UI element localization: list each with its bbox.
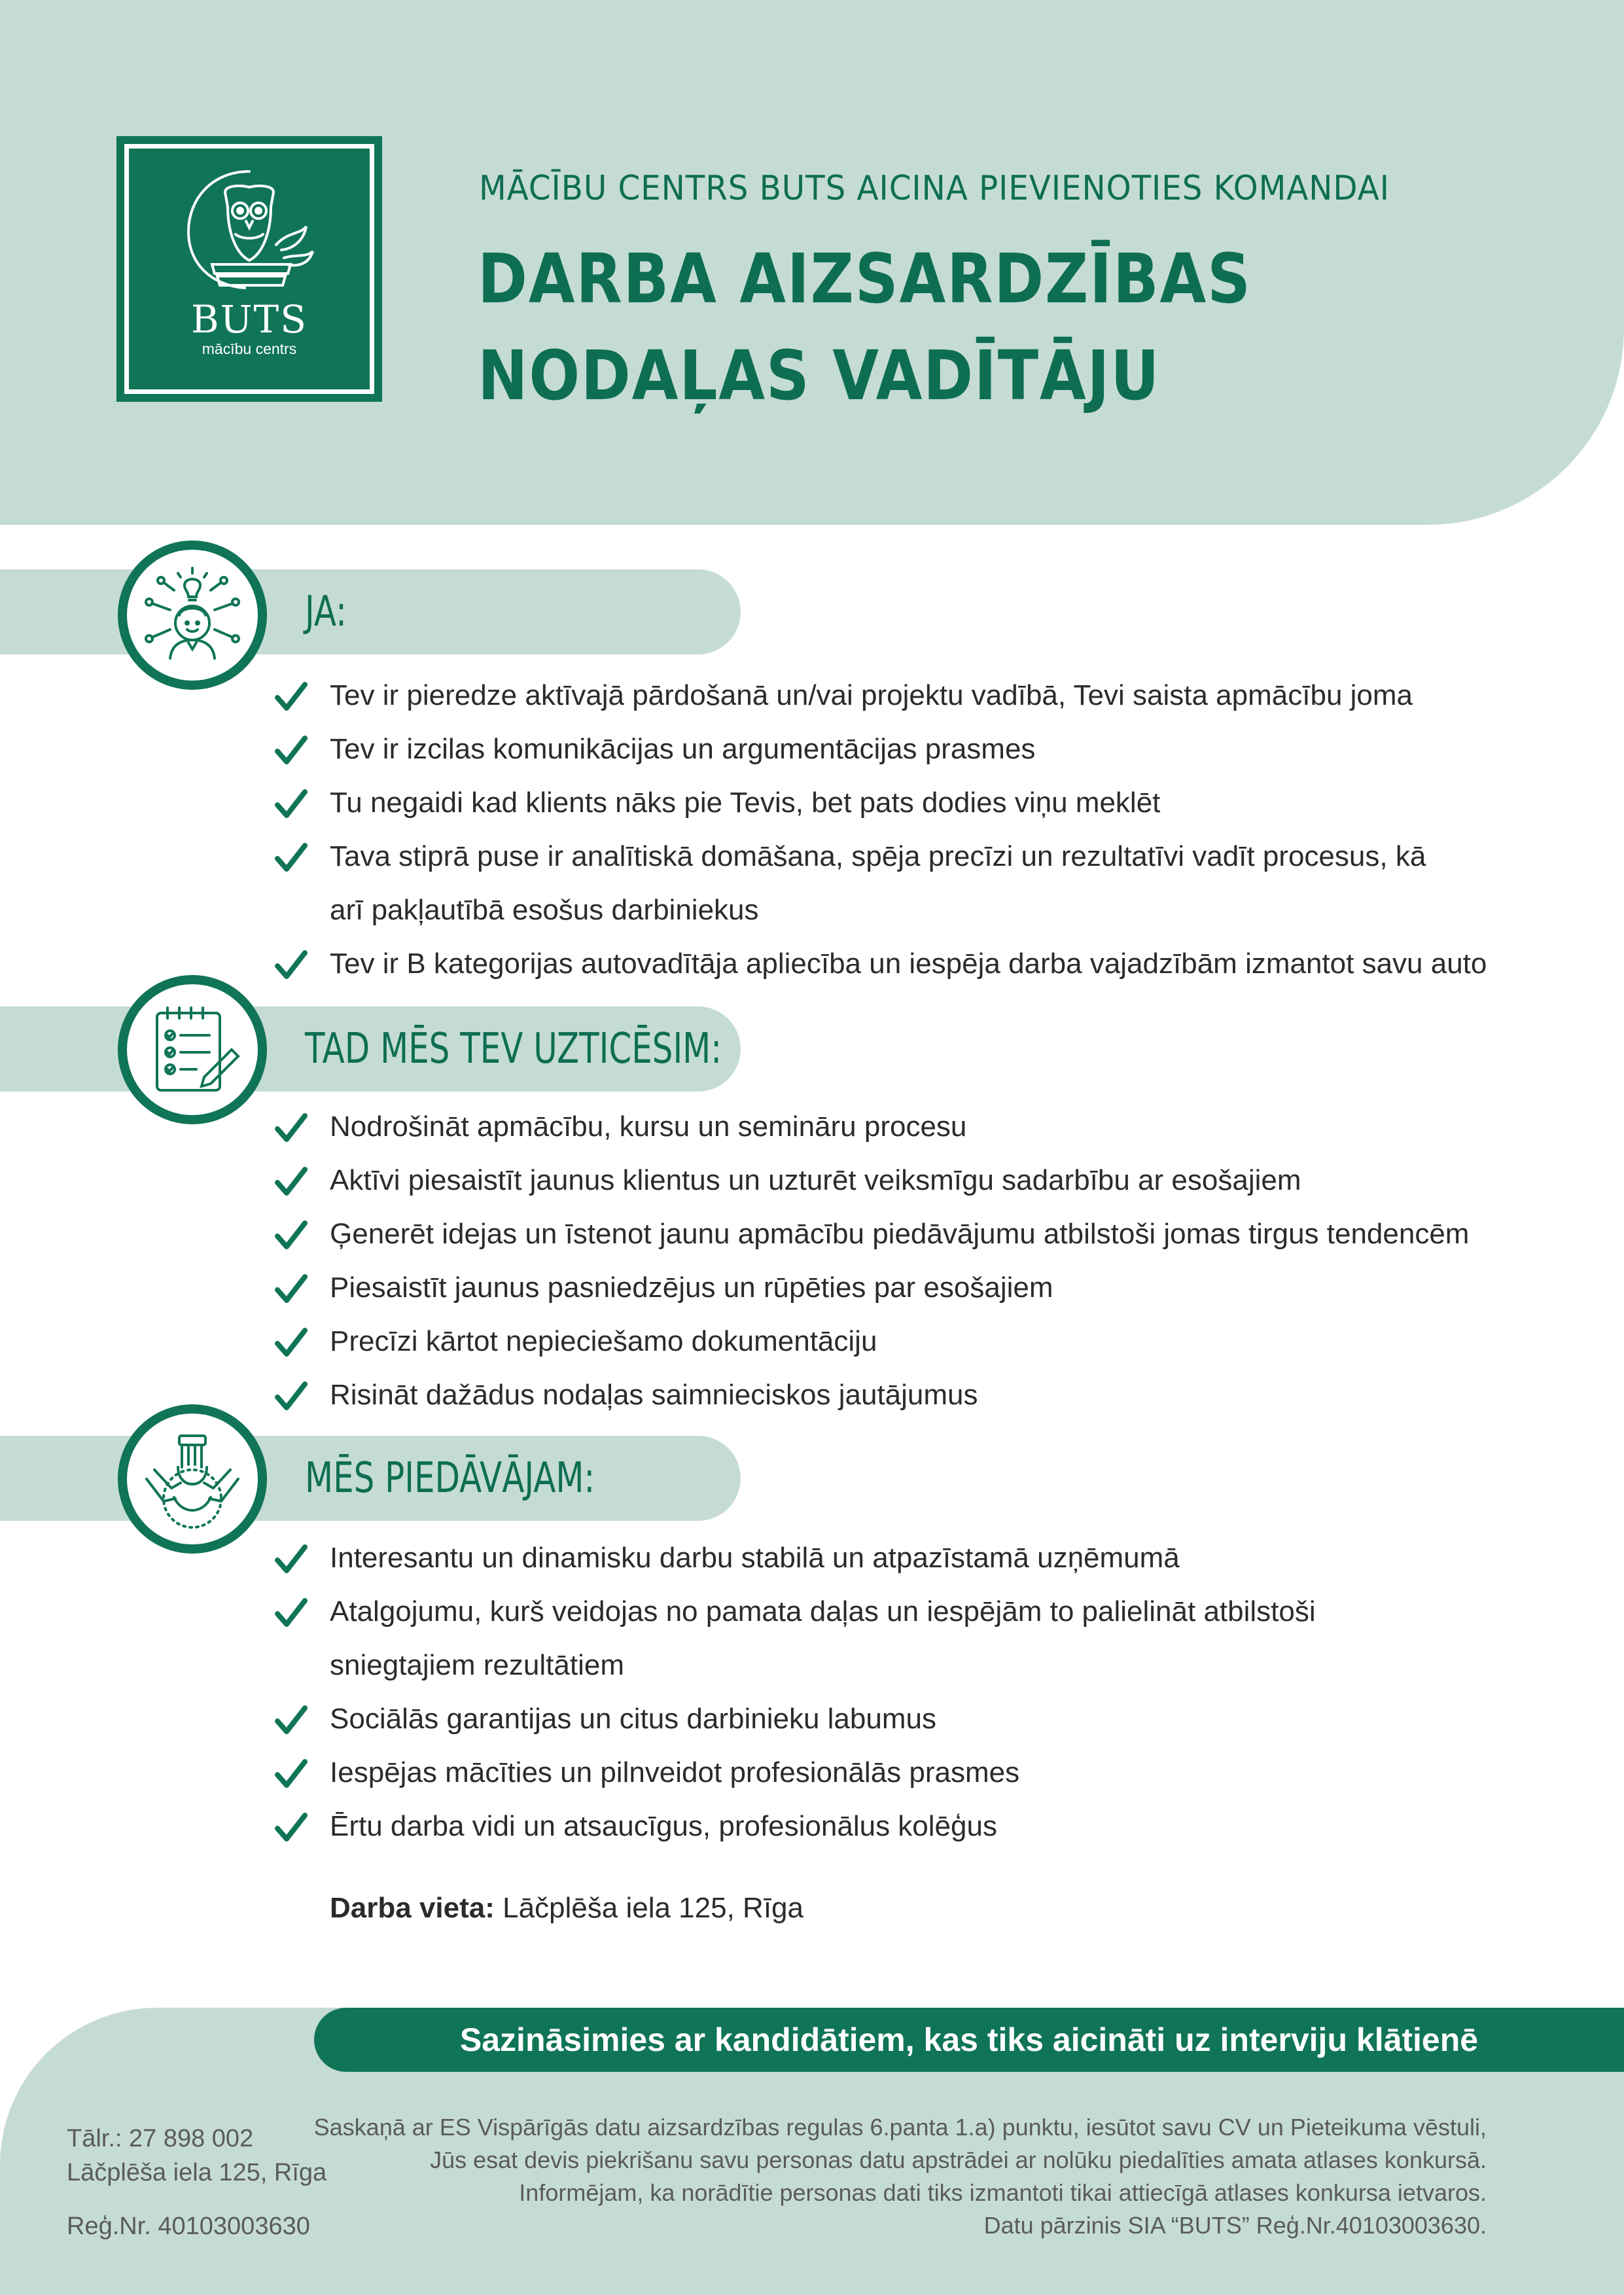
workplace: [330, 1889, 803, 1928]
cta-text: Sazināsimies ar kandidātiem, kas tiks aicināti uz interviju klātienē: [459, 2021, 1479, 2058]
check-icon: [275, 1273, 308, 1306]
list-item: [275, 1100, 1469, 1154]
workplace-label: Darba vieta:: [330, 1892, 495, 1924]
section-icon-tad-mes-tev-uzticesim: [118, 975, 267, 1124]
contact-phone: Tālr.: 27 898 002: [67, 2125, 254, 2152]
list-item: [275, 1207, 1469, 1261]
contact-address: Lāčplēša iela 125, Rīga: [67, 2159, 327, 2186]
list-item: [275, 1800, 1436, 1853]
section-title-ja: JA:: [305, 588, 347, 636]
contact-registration: Reģ.Nr. 40103003630: [67, 2213, 310, 2240]
check-icon: [275, 1165, 308, 1198]
section-bar-ja: [0, 569, 741, 654]
list-item-text: Interesantu un dinamisku darbu stabilā un atpazīstamā uzņēmumā: [330, 1542, 1180, 1574]
legal-line: Informējam, ka norādītie personas dati tiks izmantoti tikai attiecīgā atlases konkursa ietvaros.: [519, 2179, 1487, 2206]
logo-subtitle: mācību centrs: [202, 340, 297, 357]
list-item-text: Ģenerēt idejas un īstenot jaunu apmācību piedāvājumu atbilstoši jomas tirgus tendencēm: [330, 1218, 1470, 1250]
person-idea-icon: [141, 564, 243, 666]
page-title: [478, 230, 1252, 424]
check-icon: [275, 681, 308, 713]
list-item-text: Aktīvi piesaistīt jaunus klientus un uzturēt veiksmīgu sadarbību ar esošajiem: [330, 1164, 1301, 1196]
section-title-mes-piedavajam: MĒS PIEDĀVĀJAM:: [305, 1454, 595, 1503]
list-item-text: Risināt dažādus nodaļas saimnieciskos jautājumus: [330, 1379, 978, 1411]
cta-banner: [314, 2008, 1624, 2072]
list-mes-piedavajam: [275, 1531, 1436, 1853]
legal-line: Jūs esat devis piekrišanu savu personas datu apstrādei ar nolūku piedalīties amata atlases konkursā.: [430, 2146, 1487, 2173]
list-tad-mes-tev-uzticesim: [275, 1100, 1469, 1422]
list-item: [275, 1154, 1469, 1207]
list-item-text: Ērtu darba vidi un atsaucīgus, profesionālus kolēģus: [330, 1810, 997, 1842]
list-item: [275, 1746, 1436, 1800]
section-title-tad-mes-tev-uzticesim: TAD MĒS TEV UZTICĒSIM:: [305, 1025, 722, 1073]
list-item-text: Nodrošināt apmācību, kursu un semināru procesu: [330, 1111, 967, 1143]
list-item: [275, 669, 1487, 722]
check-icon: [275, 1380, 308, 1413]
list-item: [275, 722, 1487, 776]
list-item-text: Tava stiprā puse ir analītiskā domāšana, spēja precīzi un rezultatīvi vadīt procesus, kā arī pakļautībā esošus darbiniekus: [330, 840, 1426, 926]
workplace-value: Lāčplēša iela 125, Rīga: [494, 1892, 803, 1924]
check-icon: [275, 734, 308, 767]
check-icon: [275, 1597, 308, 1629]
list-item: [275, 1368, 1469, 1422]
check-icon: [275, 1112, 308, 1145]
check-icon: [275, 1811, 308, 1844]
list-item-text: Tu negaidi kad klients nāks pie Tevis, bet pats dodies viņu meklēt: [330, 787, 1161, 819]
page-title-line-1: DARBA AIZSARDZĪBAS: [478, 239, 1252, 319]
list-item: [275, 1315, 1469, 1368]
list-item: [275, 1692, 1436, 1746]
list-item: [275, 1585, 1436, 1692]
list-item-text: Precīzi kārtot nepieciešamo dokumentāciju: [330, 1325, 877, 1357]
check-icon: [275, 1543, 308, 1576]
buts-logo: [116, 136, 382, 402]
hands-together-icon: [141, 1428, 243, 1530]
checklist-icon: [141, 999, 243, 1101]
legal-line: Saskaņā ar ES Vispārīgās datu aizsardzības regulas 6.panta 1.a) punktu, iesūtot savu CV un Pieteikuma vēstuli,: [313, 2114, 1487, 2141]
list-ja: [275, 669, 1487, 991]
check-icon: [275, 788, 308, 821]
logo-name: BUTS: [191, 297, 308, 342]
list-item-text: Sociālās garantijas un citus darbinieku labumus: [330, 1703, 936, 1735]
check-icon: [275, 1704, 308, 1737]
list-item: [275, 937, 1487, 991]
section-icon-mes-piedavajam: [118, 1404, 267, 1554]
list-item: [275, 1261, 1469, 1315]
list-item: [275, 776, 1487, 830]
list-item-text: Iespējas mācīties un pilnveidot profesionālās prasmes: [330, 1756, 1020, 1788]
check-icon: [275, 1758, 308, 1790]
owl-logo-icon: [173, 166, 326, 297]
legal-notice: [243, 2111, 1487, 2242]
list-item-text: Piesaistīt jaunus pasniedzējus un rūpēties par esošajiem: [330, 1272, 1053, 1304]
list-item-text: Tev ir izcilas komunikācijas un argumentācijas prasmes: [330, 733, 1036, 765]
legal-line: Datu pārzinis SIA “BUTS” Reģ.Nr.40103003630.: [983, 2212, 1487, 2239]
list-item-text: Tev ir pieredze aktīvajā pārdošanā un/vai projektu vadībā, Tevi saista apmācību joma: [330, 679, 1413, 711]
list-item: [275, 1531, 1436, 1585]
list-item-text: Tev ir B kategorijas autovadītāja apliecība un iespēja darba vajadzībām izmantot savu auto: [330, 948, 1487, 980]
check-icon: [275, 1219, 308, 1252]
check-icon: [275, 842, 308, 874]
list-item-text: Atalgojumu, kurš veidojas no pamata daļas un iespējām to palielināt atbilstoši sniegtajiem rezultātiem: [330, 1595, 1316, 1681]
section-icon-ja: [118, 541, 267, 690]
check-icon: [275, 949, 308, 982]
page-kicker: MĀCĪBU CENTRS BUTS AICINA PIEVIENOTIES KOMANDAI: [479, 169, 1390, 208]
list-item: [275, 830, 1436, 937]
page-title-line-2: NODAĻAS VADĪTĀJU: [478, 336, 1161, 416]
check-icon: [275, 1326, 308, 1359]
